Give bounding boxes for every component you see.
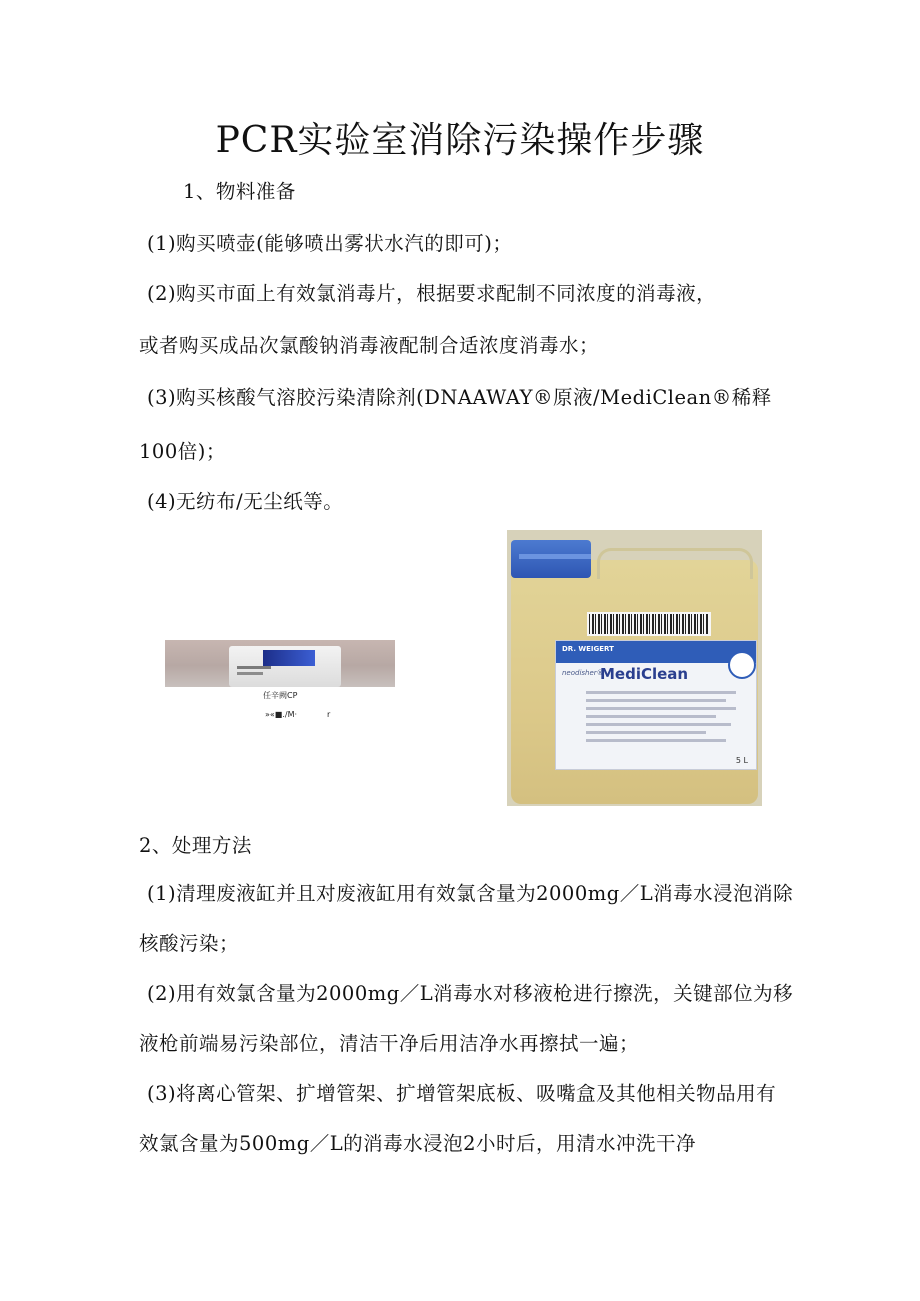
product-label bbox=[555, 640, 757, 770]
image-caption: »«■./M· bbox=[265, 710, 298, 719]
paragraph-line: (1)购买喷壶(能够喷出雾状水汽的即可)； bbox=[147, 232, 513, 255]
paragraph-line: (2)购买市面上有效氯消毒片，根据要求配制不同浓度的消毒液， bbox=[147, 282, 717, 305]
paragraph-line: 100倍)； bbox=[139, 440, 226, 463]
paragraph-line: (3)购买核酸气溶胶污染清除剂(DNAAWAY®原液/MediClean®稀释 bbox=[147, 386, 772, 409]
paragraph-line: (4)无纺布/无尘纸等。 bbox=[147, 490, 344, 513]
paragraph-line: (1)清理废液缸并且对废液缸用有效氯含量为2000mg／L消毒水浸泡消除 bbox=[147, 882, 794, 905]
section-heading-materials: 1、物料准备 bbox=[183, 180, 296, 203]
canister-handle bbox=[597, 548, 753, 579]
barcode-label bbox=[587, 612, 711, 636]
mediclean-canister-photo bbox=[507, 530, 762, 806]
section-heading-methods: 2、处理方法 bbox=[139, 834, 252, 857]
brand-logo-icon bbox=[728, 651, 756, 679]
page-title: PCR实验室消除污染操作步骤 bbox=[215, 120, 705, 161]
paragraph-line: (2)用有效氯含量为2000mg／L消毒水对移液枪进行擦洗，关键部位为移 bbox=[147, 982, 794, 1005]
product-line: neodisher® bbox=[562, 669, 604, 677]
product-name: MediClean bbox=[600, 665, 689, 683]
paragraph-line: 效氯含量为500mg／L的消毒水浸泡2小时后，用清水冲洗干净 bbox=[139, 1132, 697, 1155]
canister-cap bbox=[511, 540, 591, 578]
paragraph-line: 核酸污染； bbox=[139, 932, 240, 955]
paragraph-line: 液枪前端易污染部位，清洁干净后用洁净水再擦拭一遍； bbox=[139, 1032, 640, 1055]
image-caption: r bbox=[327, 710, 331, 719]
volume-label: 5 L bbox=[735, 756, 748, 765]
image-caption: 任辛阙CP bbox=[263, 691, 298, 700]
tablet-container-label bbox=[263, 650, 315, 666]
disinfectant-tablet-photo bbox=[165, 640, 395, 687]
paragraph-line: (3)将离心管架、扩增管架、扩增管架底板、吸嘴盒及其他相关物品用有 bbox=[147, 1082, 777, 1105]
paragraph-line: 或者购买成品次氯酸钠消毒液配制合适浓度消毒水； bbox=[139, 334, 600, 357]
brand-name: DR. WEIGERT bbox=[562, 645, 614, 653]
